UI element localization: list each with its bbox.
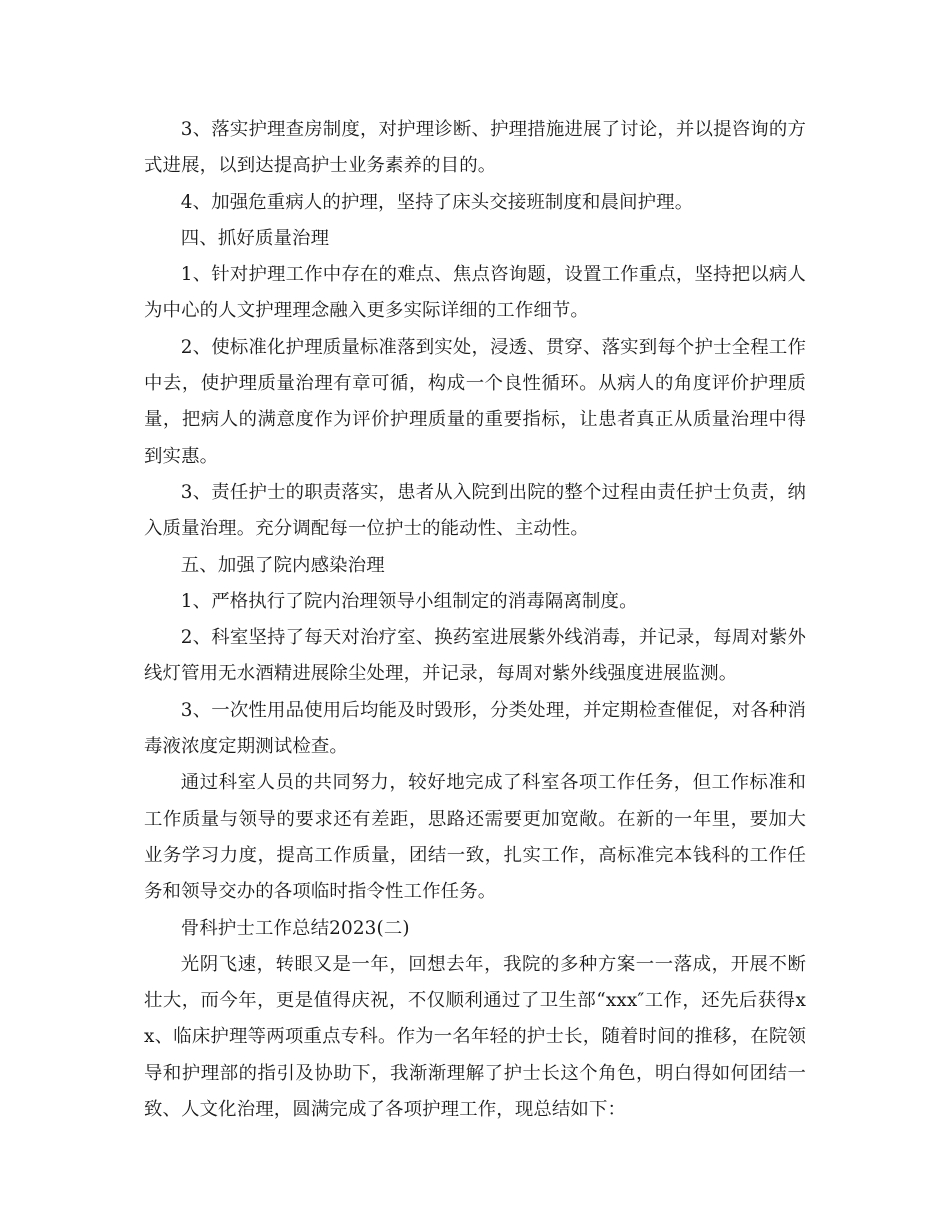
paragraph-quality-3: 3、责任护士的职责落实，患者从入院到出院的整个过程由责任护士负责，纳入质量治理。充分调配每一位护士的能动性、主动性。 <box>144 481 806 540</box>
paragraph-infection-2: 2、科室坚持了每天对治疗室、换药室进展紫外线消毒，并记录，每周对紫外线灯管用无水酒精进展除尘处理，并记录，每周对紫外线强度进展监测。 <box>144 627 806 685</box>
section-heading-quality: 四、抓好质量治理 <box>180 227 330 249</box>
paragraph-quality-1: 1、针对护理工作中存在的难点、焦点咨询题，设置工作重点，坚持把以病人为中心的人文护理理念融入更多实际详细的工作细节。 <box>144 264 806 322</box>
document-subtitle: 骨科护士工作总结2023(二) <box>180 917 410 939</box>
paragraph-conclusion: 通过科室人员的共同努力，较好地完成了科室各项工作任务，但工作标准和工作质量与领导的要求还有差距，思路还需要更加宽敞。在新的一年里，要加大业务学习力度，提高工作质量，团结一致，扎实工作，高标准完本钱科的工作任务和领导交办的各项临时指令性工作任务。 <box>144 772 806 903</box>
paragraph-infection-3: 3、一次性用品使用后均能及时毁形，分类处理，并定期检查催促，对各种消毒液浓度定期测试检查。 <box>144 699 806 758</box>
document-page <box>144 112 806 1128</box>
paragraph-infection-1: 1、严格执行了院内治理领导小组制定的消毒隔离制度。 <box>180 590 638 612</box>
paragraph-critical-care: 4、加强危重病人的护理，坚持了床头交接班制度和晨间护理。 <box>180 191 694 213</box>
paragraph-intro-2: 光阴飞速，转眼又是一年，回想去年，我院的多种方案一一落成，开展不断壮大，而今年，更是值得庆祝，不仅顺利通过了卫生部“xxx″工作，还先后获得xx、临床护理等两项重点专科。作为一名年轻的护士长，随着时间的推移，在院领导和护理部的指引及协助下，我渐渐理解了护士长这个角色，明白得如何团结一致、人文化治理，圆满完成了各项护理工作，现总结如下： <box>144 953 806 1121</box>
section-heading-infection: 五、加强了院内感染治理 <box>180 554 385 576</box>
paragraph-quality-2: 2、使标准化护理质量标准落到实处，浸透、贯穿、落实到每个护士全程工作中去，使护理质量治理有章可循，构成一个良性循环。从病人的角度评价护理质量，把病人的满意度作为评价护理质量的重要指标，让患者真正从质量治理中得到实惠。 <box>144 336 806 467</box>
paragraph-ward-rounds: 3、落实护理查房制度，对护理诊断、护理措施进展了讨论，并以提咨询的方式进展，以到达提高护士业务素养的目的。 <box>144 119 806 177</box>
